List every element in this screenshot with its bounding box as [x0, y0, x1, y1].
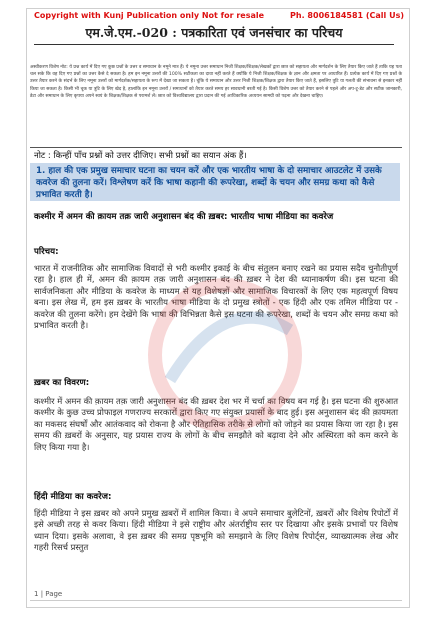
intro-heading: परिचय:: [34, 247, 59, 257]
page-footer: 1 | Page: [34, 590, 63, 598]
copyright-banner: [34, 11, 404, 20]
topic-heading: कश्मीर में अमन की क़ायम तक़ जारी अनुशासन बंद की ख़बर: भारतीय भाषा मीडिया का कवरेज: [34, 212, 334, 222]
news-heading: ख़बर का विवरण:: [34, 378, 90, 388]
phone-number: Ph. 8006184581 (Call Us): [290, 11, 404, 20]
page-label: Page: [45, 590, 63, 598]
hindi-heading: हिंदी मीडिया का कवरेज:: [34, 492, 112, 502]
intro-paragraph: भारत में राजनीतिक और सामाजिक विवादों से भरी कश्मीर इकाई के बीच संतुलन बनाए रखने का प्रयास सदैव चुनौतीपूर्ण रहा है। हाल ही में, अमन की क़ायम तक़ जारी अनुशासन बंद की ख़बर ने देश की ध्यानाकर्षण की। इस घटना की सार्वजनिकता और मीडिया के कवरेज के माध्यम से यह विशेषज्ञों और सामाजिक विचारकों के लिए एक महत्वपूर्ण विषय बना। इस लेख में, हम इस ख़बर के भारतीय भाषा मीडिया के दो प्रमुख स्त्रोतों - एक हिंदी और एक तमिल मीडिया पर - कवरेज की तुलना करेंगे। हम देखेंगे कि भाषा की विभिन्नता कैसे इस घटना की रूपरेखा, शब्दों के चयन और समग्र कथा को प्रभावित करती है।: [34, 263, 398, 331]
instruction-note: नोट : किन्हीं पाँच प्रश्नों को उत्तर दीजिए। सभी प्रश्नों का सयान अंक हैं।: [34, 151, 247, 161]
divider: [30, 147, 402, 148]
disclaimer-text: अस्वीकरण विशेष नोट: ये प्रश्न कार्य में दिए गए कुछ प्रश्नों के उत्तर व समाधान के नमूने मात्र हैं। ये नमूना उत्तर समाधान निजी शिक्षक/शिक्षक/लेखकों द्वारा छात्र को सहायता और मार्गदर्शन के लिए तैयार किए जाते हैं ताकि यह पता चल सके कि वह दिए गए प्रश्नों का उत्तर कैसे दे सकता है। हम इन नमूना उत्तरों की 100% सटीकता का दावा नहीं करते हैं क्योंकि ये निजी शिक्षक/शिक्षक के ज्ञान और क्षमता पर आधारित हैं। प्रत्येक कार्य में दिए गए प्रश्नों के उत्तर तैयार करने के संदर्भ के लिए नमूना उत्तरों को मार्गदर्शक/सहायता के रूप में देखा जा सकता है। चूंकि ये समाधान और उत्तर निजी शिक्षक/शिक्षक द्वारा तैयार किए जाते हैं, इसलिए त्रुटि या गलती की संभावना से इनकार नहीं किया जा सकता है। किसी भी चूक या त्रुटि के लिए खेद है, हालांकि इन नमूना उत्तरों / समाधानों को तैयार करते समय हर सावधानी बरती गई है। किसी विशेष उत्तर को तैयार करने से पहले और अप-टू-डेट और सटीक जानकारी, डेटा और समाधान के लिए कृपया अपने स्वयं के शिक्षक/शिक्षक से परामर्श लें। छात्र को विश्वविद्यालय द्वारा प्रदान की गई आधिकारिक अध्ययन सामग्री को पढ़ना और देखना चाहिए।: [30, 65, 402, 99]
news-paragraph: कश्मीर में अमन की क़ायम तक़ जारी अनुशासन बंद की ख़बर देश भर में चर्चा का विषय बन गई है। इस घटना की शुरुआत कश्मीर के कुछ उच्च प्रोफाइल गणराज्य सरकारों द्वारा किए गए संयुक्त प्रयासों के बाद हुई। इस अनुशासन बंद की क़ायमता का मकसद संघर्षों और आतंकवाद को रोकना है और ऐतिहासिक तरीके से लोगों को जोड़ने का प्रयास किया जा रहा है। इस समय की ख़बरों के अनुसार, यह प्रयास राज्य के लोगों के बीच समझौते को बढ़ावा देने और अस्थिरता को कम करने के लिए किया गया है।: [34, 396, 398, 452]
page-number: 1: [34, 590, 39, 598]
copyright-text: Copyright with Kunj Publication only Not for resale: [34, 11, 265, 20]
document-title: एम.जे.एम.-020 : पत्रकारिता एवं जनसंचार का परिचय: [34, 24, 394, 45]
footer-divider: [30, 600, 402, 601]
question-text: 1. हाल की एक प्रमुख समाचार घटना का चयन करें और एक भारतीय भाषा के दो समाचार आउटलेट में उसके कवरेज की तुलना करें। विश्लेषण करें कि भाषा कहानी की रूपरेखा, शब्दों के चयन और समग्र कथा को कैसे प्रभावित करती है।: [36, 166, 382, 200]
hindi-paragraph: हिंदी मीडिया ने इस ख़बर को अपने प्रमुख ख़बरों में शामिल किया। वे अपने समाचार बुलेटिनों, ख़बरों और विशेष रिपोर्टों में इसे अच्छी तरह से कवर किया। हिंदी मीडिया ने इसे राष्ट्रीय और अंतर्राष्ट्रीय स्तर पर दिखाया और इसके प्रभावों पर विशेष ध्यान दिया। इसके अलावा, वे इस ख़बर की समग्र पृष्ठभूमि को समझाने के लिए विशेष रिपोर्ट्स, व्याख्यात्मक लेख और गहरी रिसर्च प्रस्तुत: [34, 508, 398, 553]
